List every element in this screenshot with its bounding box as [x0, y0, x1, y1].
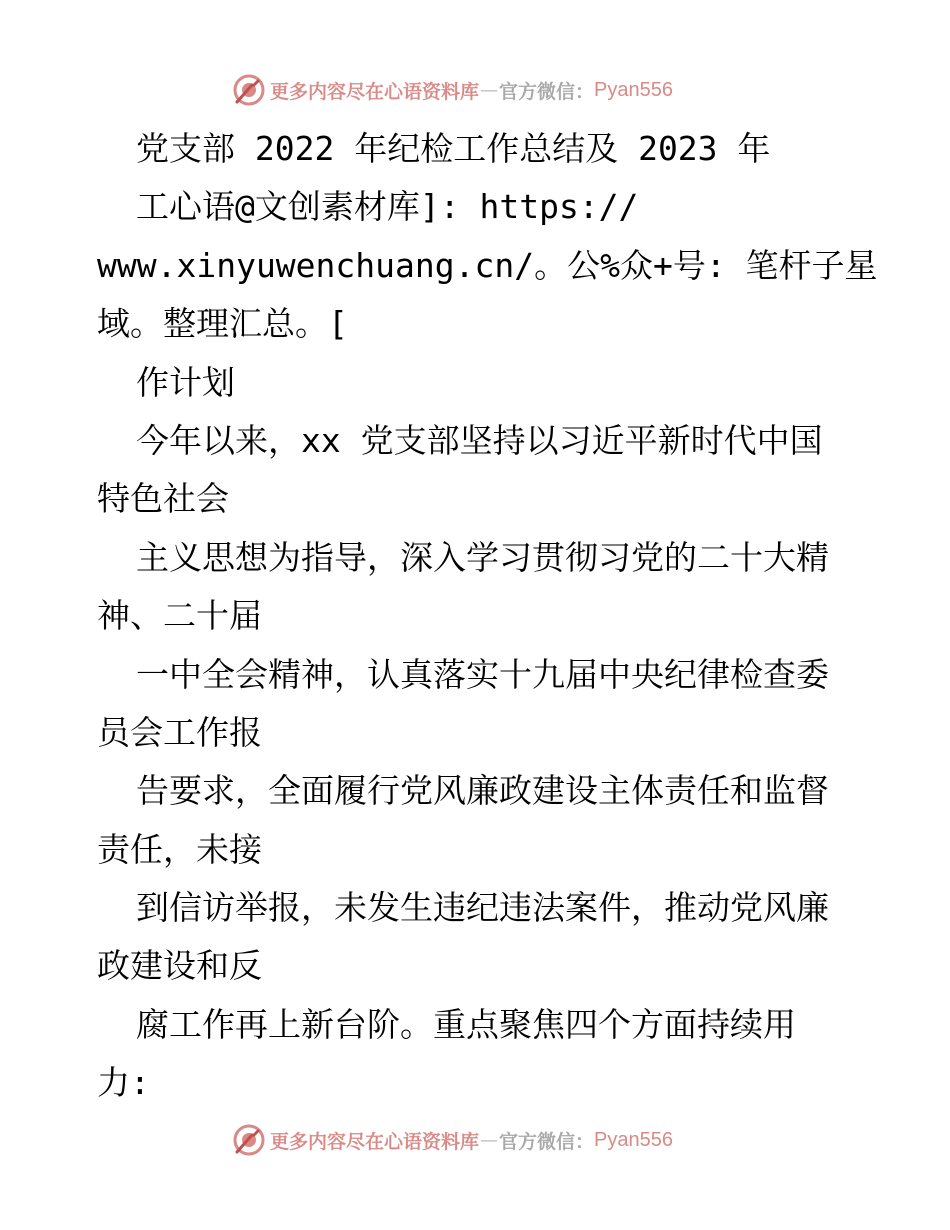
body-line: 党支部 2022 年纪检工作总结及 2023 年 — [136, 129, 771, 168]
body-line: www.xinyuwenchuang.cn/。公%众+号: 笔杆子星 — [97, 245, 878, 285]
document-body — [97, 120, 878, 1113]
body-line: 到信访举报，未发生违纪违法案件，推动党风廉 — [136, 888, 829, 928]
wechat-id: Pyan556 — [594, 1128, 673, 1151]
body-line: 工心语@文创素材库]: https:// — [136, 187, 639, 227]
body-line: 员会工作报 — [97, 712, 262, 752]
brand-logo-icon — [232, 1123, 266, 1157]
body-line: 告要求，全面履行党风廉政建设主体责任和监督 — [136, 771, 829, 811]
banner-dash: — — [480, 1129, 499, 1151]
body-line: 政建设和反 — [97, 946, 262, 986]
wechat-id: Pyan556 — [594, 78, 673, 101]
body-line: 主义思想为指导，深入学习贯彻习党的二十大精 — [136, 537, 829, 577]
brand-logo-icon — [232, 73, 266, 107]
promo-text: 更多内容尽在心语资料库 — [270, 1130, 480, 1153]
body-line: 特色社会 — [97, 479, 229, 519]
promo-text: 更多内容尽在心语资料库 — [270, 80, 480, 103]
body-line: 腐工作再上新台阶。重点聚焦四个方面持续用 — [136, 1004, 796, 1044]
wechat-label: 官方微信： — [499, 80, 595, 103]
banner-dash: — — [480, 79, 499, 101]
footer-banner — [232, 1120, 752, 1160]
body-line: 作计划 — [136, 362, 235, 402]
body-line: 今年以来，xx 党支部坚持以习近平新时代中国 — [136, 420, 823, 460]
body-line: 域。整理汇总。[ — [97, 304, 348, 344]
body-line: 神、二十届 — [97, 596, 262, 636]
body-line: 力: — [97, 1063, 150, 1103]
header-banner — [232, 70, 752, 110]
body-line: 一中全会精神，认真落实十九届中央纪律检查委 — [136, 654, 829, 694]
wechat-label: 官方微信： — [499, 1130, 595, 1153]
body-line: 责任，未接 — [97, 829, 262, 869]
